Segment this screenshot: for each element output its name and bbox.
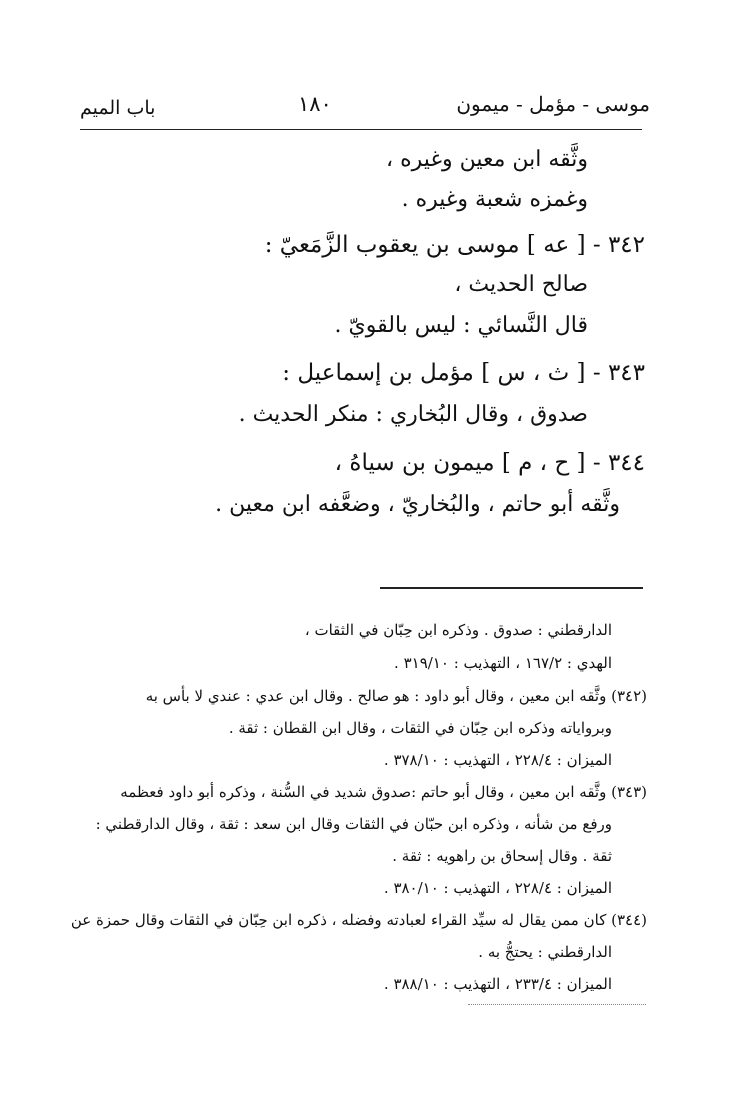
bottom-dotted-rule bbox=[468, 1004, 646, 1006]
main-line: وغمزه شعبة وغيره . bbox=[401, 187, 588, 212]
footnote-line: (٣٤٣) وثَّقه ابن معين ، وقال أبو حاتم :صدوق شديد في السُّنة ، وذكره أبو داود فعظمه bbox=[120, 783, 647, 801]
main-line: وثَّقه ابن معين وغيره ، bbox=[386, 147, 588, 172]
page-number: ١٨٠ bbox=[298, 92, 332, 116]
footnote-rule bbox=[380, 587, 643, 589]
footnote-line: ورفع من شأنه ، وذكره ابن حبّان في الثقات وقال ابن سعد : ثقة ، وقال الدارقطني : bbox=[95, 815, 612, 833]
footnote-line: ثقة . وقال إسحاق بن راهويه : ثقة . bbox=[392, 847, 612, 865]
footnote-line: الميزان : ٢٢٨/٤ ، التهذيب : ٣٨٠/١٠ . bbox=[383, 879, 612, 897]
footnote-line: الهدي : ١٦٧/٢ ، التهذيب : ٣١٩/١٠ . bbox=[394, 654, 612, 672]
footnote-line: وبرواياته وذكره ابن حِبّان في الثقات ، وقال ابن القطان : ثقة . bbox=[228, 719, 612, 737]
header-rule bbox=[80, 129, 642, 130]
footnote-line: الميزان : ٢٣٣/٤ ، التهذيب : ٣٨٨/١٠ . bbox=[383, 975, 612, 993]
main-line: وثَّقه أبو حاتم ، والبُخاريّ ، وضعَّفه ابن معين . bbox=[215, 492, 620, 517]
footnote-line: الدارقطني : صدوق . وذكره ابن حِبّان في الثقات ، bbox=[304, 621, 612, 639]
main-line: صالح الحديث ، bbox=[454, 272, 588, 297]
entry-heading-342: ٣٤٢ - [ عه ] موسى بن يعقوب الزَّمَعيّ : bbox=[264, 232, 645, 258]
entry-heading-344: ٣٤٤ - [ ح ، م ] ميمون بن سياهُ ، bbox=[334, 450, 645, 476]
footnote-line: الميزان : ٢٢٨/٤ ، التهذيب : ٣٧٨/١٠ . bbox=[383, 751, 612, 769]
footnote-line: الدارقطني : يحتجُّ به . bbox=[478, 943, 612, 961]
running-header-title: موسى - مؤمل - ميمون bbox=[456, 92, 650, 116]
chapter-title: باب الميم bbox=[80, 97, 156, 119]
entry-heading-343: ٣٤٣ - [ ث ، س ] مؤمل بن إسماعيل : bbox=[282, 360, 645, 386]
main-line: قال النَّسائي : ليس بالقويّ . bbox=[334, 313, 588, 338]
main-line: صدوق ، وقال البُخاري : منكر الحديث . bbox=[238, 402, 588, 427]
footnote-line: (٣٤٤) كان ممن يقال له سيِّد القراء لعبادته وفضله ، ذكره ابن حِبّان في الثقات وقال حمزة عن bbox=[70, 911, 647, 929]
footnote-line: (٣٤٢) وثَّقه ابن معين ، وقال أبو داود : هو صالح . وقال ابن عدي : عندي لا بأس به bbox=[145, 687, 647, 705]
